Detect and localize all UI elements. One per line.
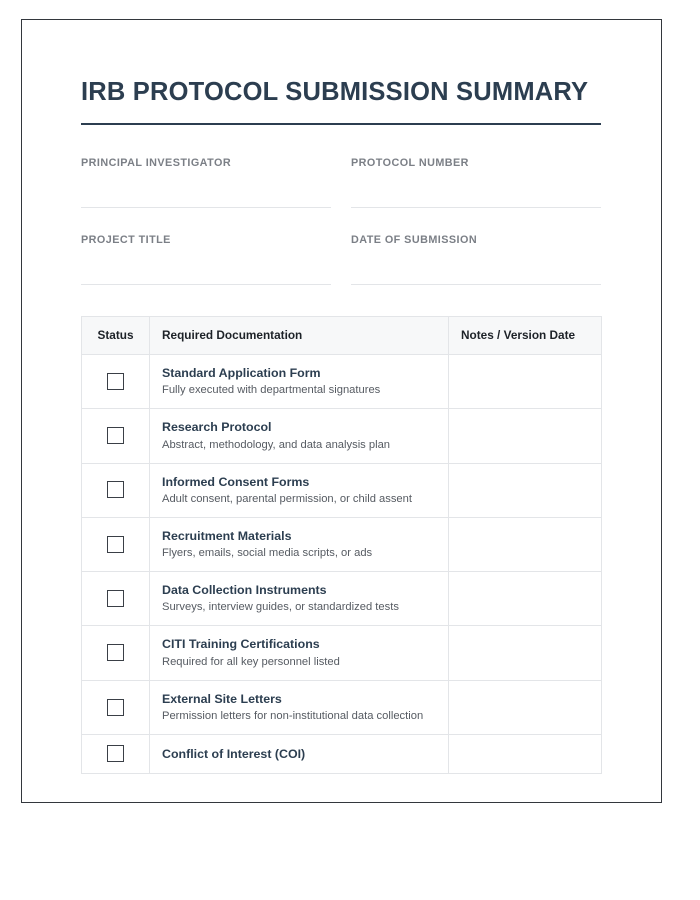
field-protocol-number <box>351 157 601 208</box>
title-divider <box>81 123 601 125</box>
status-cell <box>82 409 150 463</box>
field-label: PROTOCOL NUMBER <box>351 157 469 170</box>
notes-cell[interactable] <box>449 463 602 517</box>
status-cell <box>82 572 150 626</box>
table-row <box>82 355 602 409</box>
field-principal-investigator <box>81 157 331 208</box>
field-label: DATE OF SUBMISSION <box>351 234 478 246</box>
status-cell <box>82 680 150 734</box>
field-underline <box>351 284 601 285</box>
column-header-documentation: Required Documentation <box>150 316 449 354</box>
document-description: Adult consent, parental permission, or child assent <box>162 492 412 505</box>
document-name: External Site Letters <box>162 691 282 706</box>
notes-cell[interactable] <box>449 517 602 571</box>
document-body <box>22 20 661 774</box>
status-checkbox[interactable] <box>107 536 124 553</box>
status-checkbox[interactable] <box>107 745 124 762</box>
documentation-cell <box>150 355 449 409</box>
table-header-row <box>82 316 602 354</box>
notes-cell[interactable] <box>449 734 602 773</box>
documentation-checklist-table <box>81 316 602 774</box>
document-name: Research Protocol <box>162 420 272 435</box>
status-cell <box>82 355 150 409</box>
status-checkbox[interactable] <box>107 373 124 390</box>
checklist-rows <box>82 355 602 774</box>
status-checkbox[interactable] <box>107 590 124 607</box>
status-checkbox[interactable] <box>107 481 124 498</box>
table-row <box>82 463 602 517</box>
documentation-cell <box>150 734 449 773</box>
table-row <box>82 626 602 680</box>
document-description: Surveys, interview guides, or standardized tests <box>162 601 399 614</box>
documentation-cell <box>150 572 449 626</box>
document-name: Conflict of Interest (COI) <box>162 746 306 761</box>
document-name: Standard Application Form <box>162 366 321 381</box>
document-description: Permission letters for non-institutional data collection <box>162 710 424 723</box>
status-cell <box>82 734 150 773</box>
table-row <box>82 734 602 773</box>
page-title: IRB PROTOCOL SUBMISSION SUMMARY <box>81 78 589 106</box>
documentation-cell <box>150 409 449 463</box>
documentation-cell <box>150 680 449 734</box>
notes-cell[interactable] <box>449 626 602 680</box>
document-name: Data Collection Instruments <box>162 583 327 598</box>
status-checkbox[interactable] <box>107 644 124 661</box>
document-description: Flyers, emails, social media scripts, or ads <box>162 547 373 560</box>
table-row <box>82 517 602 571</box>
table-row <box>82 409 602 463</box>
status-checkbox[interactable] <box>107 427 124 444</box>
status-cell <box>82 463 150 517</box>
form-fields <box>81 157 601 285</box>
notes-cell[interactable] <box>449 572 602 626</box>
document-name: Informed Consent Forms <box>162 474 310 489</box>
column-header-notes: Notes / Version Date <box>449 316 602 354</box>
field-date-of-submission <box>351 208 601 285</box>
table-row <box>82 680 602 734</box>
status-checkbox[interactable] <box>107 699 124 716</box>
notes-cell[interactable] <box>449 680 602 734</box>
notes-cell[interactable] <box>449 409 602 463</box>
field-underline <box>81 284 331 285</box>
notes-cell[interactable] <box>449 355 602 409</box>
field-label: PROJECT TITLE <box>81 234 171 246</box>
document-description: Abstract, methodology, and data analysis plan <box>162 438 391 451</box>
column-header-status: Status <box>82 316 150 354</box>
documentation-cell <box>150 463 449 517</box>
documentation-cell <box>150 626 449 680</box>
document-name: Recruitment Materials <box>162 528 292 543</box>
documentation-cell <box>150 517 449 571</box>
document-name: CITI Training Certifications <box>162 637 320 652</box>
document-page <box>21 19 662 803</box>
field-project-title <box>81 208 331 285</box>
document-description: Fully executed with departmental signatures <box>162 384 381 397</box>
status-cell <box>82 626 150 680</box>
status-cell <box>82 517 150 571</box>
document-description: Required for all key personnel listed <box>162 655 340 668</box>
table-row <box>82 572 602 626</box>
field-label: PRINCIPAL INVESTIGATOR <box>81 157 232 170</box>
